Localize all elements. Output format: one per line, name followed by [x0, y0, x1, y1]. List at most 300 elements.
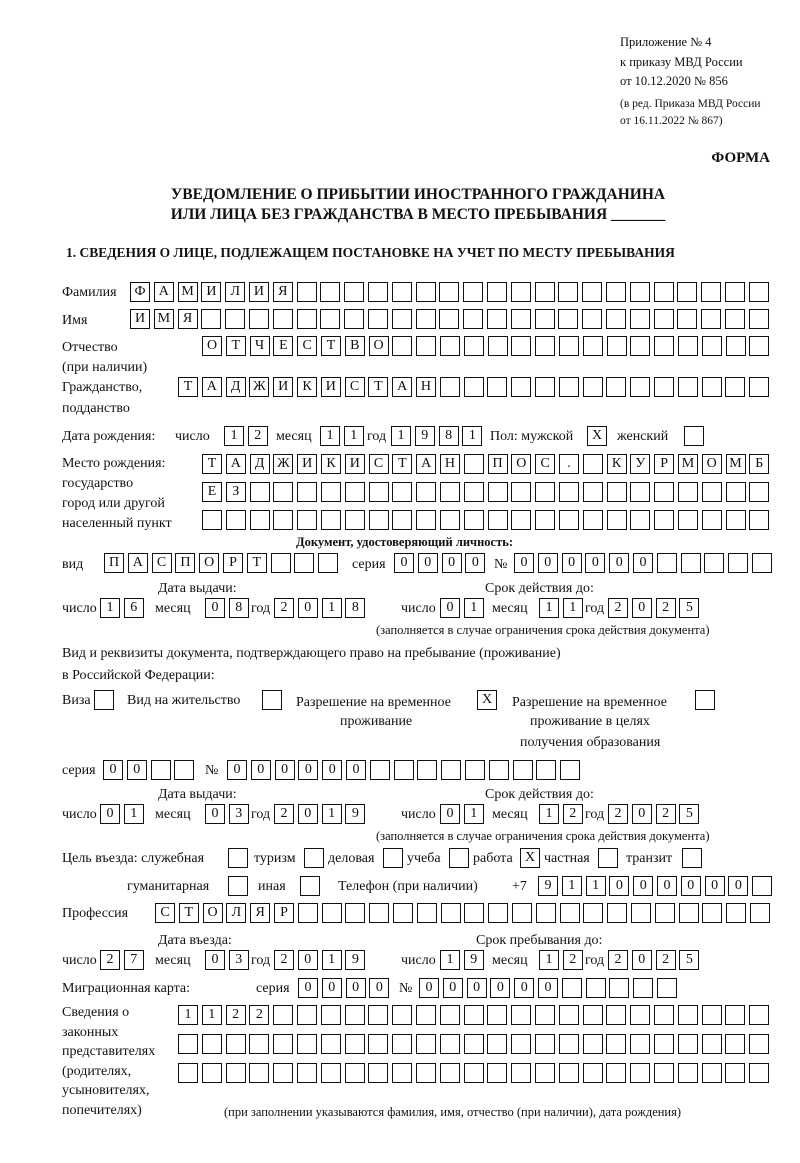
- char-box[interactable]: [440, 482, 460, 502]
- char-box[interactable]: 2: [274, 804, 294, 824]
- id-number-field[interactable]: [514, 553, 772, 573]
- char-box[interactable]: [392, 309, 412, 329]
- char-box[interactable]: [633, 978, 653, 998]
- char-box[interactable]: [487, 1005, 507, 1025]
- char-box[interactable]: 2: [608, 598, 628, 618]
- char-box[interactable]: М: [726, 454, 746, 474]
- char-box[interactable]: 2: [563, 950, 583, 970]
- char-box[interactable]: [297, 1034, 317, 1054]
- char-box[interactable]: [487, 377, 507, 397]
- char-box[interactable]: [583, 454, 603, 474]
- char-box[interactable]: 2: [656, 804, 676, 824]
- char-box[interactable]: А: [226, 454, 246, 474]
- char-box[interactable]: [392, 1034, 412, 1054]
- stay-until-day[interactable]: [440, 950, 484, 970]
- char-box[interactable]: Т: [392, 454, 412, 474]
- char-box[interactable]: 5: [679, 598, 699, 618]
- char-box[interactable]: [606, 282, 626, 302]
- char-box[interactable]: [297, 309, 317, 329]
- char-box[interactable]: [249, 1034, 269, 1054]
- char-box[interactable]: Р: [274, 903, 294, 923]
- char-box[interactable]: [654, 1005, 674, 1025]
- char-box[interactable]: [392, 336, 412, 356]
- char-box[interactable]: [416, 510, 436, 530]
- char-box[interactable]: [654, 1063, 674, 1083]
- char-box[interactable]: [558, 282, 578, 302]
- char-box[interactable]: [273, 482, 293, 502]
- char-box[interactable]: Л: [225, 282, 245, 302]
- char-box[interactable]: [178, 1063, 198, 1083]
- char-box[interactable]: [321, 510, 341, 530]
- char-box[interactable]: [536, 760, 556, 780]
- id-valid-year[interactable]: [608, 598, 699, 618]
- char-box[interactable]: [487, 282, 507, 302]
- char-box[interactable]: [321, 482, 341, 502]
- char-box[interactable]: 0: [251, 760, 271, 780]
- char-box[interactable]: [677, 282, 697, 302]
- char-box[interactable]: [464, 454, 484, 474]
- char-box[interactable]: П: [104, 553, 124, 573]
- char-box[interactable]: [606, 1063, 626, 1083]
- char-box[interactable]: [249, 309, 269, 329]
- char-box[interactable]: Т: [178, 377, 198, 397]
- char-box[interactable]: [583, 1063, 603, 1083]
- char-box[interactable]: О: [202, 336, 222, 356]
- char-box[interactable]: И: [345, 454, 365, 474]
- char-box[interactable]: [681, 553, 701, 573]
- char-box[interactable]: 0: [205, 950, 225, 970]
- char-box[interactable]: 1: [344, 426, 364, 446]
- char-box[interactable]: 2: [656, 950, 676, 970]
- char-box[interactable]: [392, 510, 412, 530]
- phone-field[interactable]: [538, 876, 772, 896]
- char-box[interactable]: [583, 1034, 603, 1054]
- char-box[interactable]: [702, 1063, 722, 1083]
- char-box[interactable]: 1: [100, 598, 120, 618]
- char-box[interactable]: [250, 482, 270, 502]
- char-box[interactable]: [464, 510, 484, 530]
- id-issue-year[interactable]: [274, 598, 365, 618]
- char-box[interactable]: 0: [632, 598, 652, 618]
- char-box[interactable]: Я: [273, 282, 293, 302]
- char-box[interactable]: [511, 1005, 531, 1025]
- char-box[interactable]: 0: [440, 804, 460, 824]
- char-box[interactable]: [583, 482, 603, 502]
- char-box[interactable]: [654, 377, 674, 397]
- char-box[interactable]: [322, 903, 342, 923]
- char-box[interactable]: [202, 1034, 222, 1054]
- char-box[interactable]: 0: [369, 978, 389, 998]
- sex-male-checkbox[interactable]: [587, 426, 607, 446]
- char-box[interactable]: С: [535, 454, 555, 474]
- char-box[interactable]: 0: [298, 598, 318, 618]
- checkbox-cell[interactable]: [684, 426, 704, 446]
- char-box[interactable]: М: [678, 454, 698, 474]
- char-box[interactable]: [654, 482, 674, 502]
- char-box[interactable]: [606, 1005, 626, 1025]
- purpose-humanitarian-checkbox[interactable]: [228, 876, 248, 896]
- char-box[interactable]: 1: [440, 950, 460, 970]
- char-box[interactable]: [657, 978, 677, 998]
- id-issue-month[interactable]: [205, 598, 249, 618]
- char-box[interactable]: [701, 282, 721, 302]
- char-box[interactable]: [417, 903, 437, 923]
- char-box[interactable]: [512, 903, 532, 923]
- char-box[interactable]: [607, 336, 627, 356]
- char-box[interactable]: [630, 309, 650, 329]
- char-box[interactable]: М: [178, 282, 198, 302]
- purpose-official-checkbox[interactable]: [228, 848, 248, 868]
- stay-valid-year[interactable]: [608, 804, 699, 824]
- char-box[interactable]: И: [130, 309, 150, 329]
- char-box[interactable]: [749, 336, 769, 356]
- char-box[interactable]: [513, 760, 533, 780]
- char-box[interactable]: Е: [273, 336, 293, 356]
- char-box[interactable]: 8: [439, 426, 459, 446]
- char-box[interactable]: [321, 1034, 341, 1054]
- checkbox-cell[interactable]: [300, 876, 320, 896]
- char-box[interactable]: 0: [585, 553, 605, 573]
- char-box[interactable]: 0: [298, 978, 318, 998]
- char-box[interactable]: [654, 510, 674, 530]
- char-box[interactable]: [750, 903, 770, 923]
- char-box[interactable]: С: [297, 336, 317, 356]
- char-box[interactable]: [726, 482, 746, 502]
- birthplace-field-3[interactable]: [202, 510, 769, 530]
- char-box[interactable]: [345, 482, 365, 502]
- char-box[interactable]: [726, 510, 746, 530]
- char-box[interactable]: Т: [321, 336, 341, 356]
- char-box[interactable]: 9: [345, 950, 365, 970]
- char-box[interactable]: [178, 1034, 198, 1054]
- char-box[interactable]: [630, 1063, 650, 1083]
- char-box[interactable]: 0: [657, 876, 677, 896]
- char-box[interactable]: 2: [608, 804, 628, 824]
- char-box[interactable]: [368, 282, 388, 302]
- char-box[interactable]: 0: [514, 978, 534, 998]
- char-box[interactable]: [630, 482, 650, 502]
- char-box[interactable]: [726, 903, 746, 923]
- char-box[interactable]: О: [369, 336, 389, 356]
- char-box[interactable]: Ч: [250, 336, 270, 356]
- char-box[interactable]: [345, 510, 365, 530]
- char-box[interactable]: [249, 1063, 269, 1083]
- char-box[interactable]: [273, 1034, 293, 1054]
- char-box[interactable]: 1: [320, 426, 340, 446]
- char-box[interactable]: 0: [705, 876, 725, 896]
- stay-number-field[interactable]: [227, 760, 580, 780]
- char-box[interactable]: 1: [539, 598, 559, 618]
- id-valid-day[interactable]: [440, 598, 484, 618]
- char-box[interactable]: [726, 336, 746, 356]
- char-box[interactable]: [678, 510, 698, 530]
- char-box[interactable]: 0: [322, 978, 342, 998]
- representatives-field-2[interactable]: [178, 1034, 769, 1054]
- char-box[interactable]: 1: [586, 876, 606, 896]
- char-box[interactable]: [559, 510, 579, 530]
- char-box[interactable]: [607, 510, 627, 530]
- char-box[interactable]: [488, 903, 508, 923]
- char-box[interactable]: [558, 309, 578, 329]
- char-box[interactable]: [752, 553, 772, 573]
- char-box[interactable]: [392, 1063, 412, 1083]
- char-box[interactable]: [582, 282, 602, 302]
- char-box[interactable]: [560, 760, 580, 780]
- char-box[interactable]: 8: [345, 598, 365, 618]
- char-box[interactable]: 0: [538, 553, 558, 573]
- char-box[interactable]: [440, 1063, 460, 1083]
- char-box[interactable]: О: [511, 454, 531, 474]
- char-box[interactable]: [273, 309, 293, 329]
- char-box[interactable]: [368, 1063, 388, 1083]
- char-box[interactable]: [225, 309, 245, 329]
- char-box[interactable]: 1: [322, 950, 342, 970]
- char-box[interactable]: О: [199, 553, 219, 573]
- char-box[interactable]: Р: [654, 454, 674, 474]
- char-box[interactable]: [464, 482, 484, 502]
- char-box[interactable]: [440, 1005, 460, 1025]
- char-box[interactable]: 0: [227, 760, 247, 780]
- char-box[interactable]: [416, 1034, 436, 1054]
- char-box[interactable]: 5: [679, 804, 699, 824]
- char-box[interactable]: [702, 1034, 722, 1054]
- char-box[interactable]: 0: [205, 804, 225, 824]
- char-box[interactable]: [583, 1005, 603, 1025]
- char-box[interactable]: 0: [609, 553, 629, 573]
- char-box[interactable]: 3: [229, 804, 249, 824]
- char-box[interactable]: 9: [345, 804, 365, 824]
- char-box[interactable]: Т: [202, 454, 222, 474]
- char-box[interactable]: [678, 482, 698, 502]
- char-box[interactable]: [511, 482, 531, 502]
- char-box[interactable]: [489, 760, 509, 780]
- char-box[interactable]: [465, 760, 485, 780]
- char-box[interactable]: [678, 1005, 698, 1025]
- char-box[interactable]: [559, 1034, 579, 1054]
- char-box[interactable]: Т: [179, 903, 199, 923]
- id-valid-month[interactable]: [539, 598, 583, 618]
- char-box[interactable]: Д: [226, 377, 246, 397]
- char-box[interactable]: У: [630, 454, 650, 474]
- stay-until-year[interactable]: [608, 950, 699, 970]
- char-box[interactable]: [345, 1034, 365, 1054]
- char-box[interactable]: [320, 282, 340, 302]
- char-box[interactable]: [174, 760, 194, 780]
- char-box[interactable]: [226, 1063, 246, 1083]
- char-box[interactable]: [725, 377, 745, 397]
- char-box[interactable]: [749, 510, 769, 530]
- stay-issue-month[interactable]: [205, 804, 249, 824]
- char-box[interactable]: А: [154, 282, 174, 302]
- char-box[interactable]: Н: [416, 377, 436, 397]
- birth-month-field[interactable]: [320, 426, 364, 446]
- char-box[interactable]: 0: [127, 760, 147, 780]
- char-box[interactable]: [677, 309, 697, 329]
- char-box[interactable]: 9: [464, 950, 484, 970]
- char-box[interactable]: [226, 1034, 246, 1054]
- char-box[interactable]: [752, 876, 772, 896]
- char-box[interactable]: 0: [609, 876, 629, 896]
- entry-day[interactable]: [100, 950, 144, 970]
- purpose-business-checkbox[interactable]: [383, 848, 403, 868]
- checkbox-cell[interactable]: [383, 848, 403, 868]
- char-box[interactable]: 0: [103, 760, 123, 780]
- char-box[interactable]: [535, 309, 555, 329]
- char-box[interactable]: [394, 760, 414, 780]
- char-box[interactable]: [201, 309, 221, 329]
- char-box[interactable]: [488, 510, 508, 530]
- char-box[interactable]: [678, 1063, 698, 1083]
- char-box[interactable]: [297, 282, 317, 302]
- checkbox-cell[interactable]: [228, 876, 248, 896]
- purpose-tourism-checkbox[interactable]: [304, 848, 324, 868]
- stay-until-month[interactable]: [539, 950, 583, 970]
- char-box[interactable]: [607, 903, 627, 923]
- char-box[interactable]: [273, 1063, 293, 1083]
- surname-field[interactable]: [130, 282, 769, 302]
- char-box[interactable]: 0: [298, 760, 318, 780]
- char-box[interactable]: Б: [749, 454, 769, 474]
- char-box[interactable]: 0: [465, 553, 485, 573]
- birth-year-field[interactable]: [391, 426, 482, 446]
- char-box[interactable]: [701, 309, 721, 329]
- char-box[interactable]: 0: [346, 978, 366, 998]
- id-kind-field[interactable]: [104, 553, 338, 573]
- representatives-field-3[interactable]: [178, 1063, 769, 1083]
- char-box[interactable]: О: [203, 903, 223, 923]
- char-box[interactable]: 0: [490, 978, 510, 998]
- checkbox-cell[interactable]: [682, 848, 702, 868]
- id-issue-day[interactable]: [100, 598, 144, 618]
- char-box[interactable]: 2: [226, 1005, 246, 1025]
- char-box[interactable]: [369, 903, 389, 923]
- char-box[interactable]: 2: [274, 598, 294, 618]
- char-box[interactable]: 6: [124, 598, 144, 618]
- checkbox-cell[interactable]: X: [477, 690, 497, 710]
- checkbox-cell[interactable]: [228, 848, 248, 868]
- id-series-field[interactable]: [394, 553, 485, 573]
- char-box[interactable]: [511, 309, 531, 329]
- char-box[interactable]: [416, 1063, 436, 1083]
- char-box[interactable]: [202, 1063, 222, 1083]
- char-box[interactable]: [511, 1034, 531, 1054]
- char-box[interactable]: [630, 510, 650, 530]
- char-box[interactable]: [440, 336, 460, 356]
- char-box[interactable]: [725, 1005, 745, 1025]
- char-box[interactable]: 1: [563, 598, 583, 618]
- char-box[interactable]: [630, 282, 650, 302]
- checkbox-cell[interactable]: X: [587, 426, 607, 446]
- char-box[interactable]: А: [128, 553, 148, 573]
- char-box[interactable]: [678, 1034, 698, 1054]
- char-box[interactable]: [369, 510, 389, 530]
- char-box[interactable]: 1: [178, 1005, 198, 1025]
- char-box[interactable]: [702, 336, 722, 356]
- char-box[interactable]: И: [297, 454, 317, 474]
- char-box[interactable]: [439, 309, 459, 329]
- birth-day-field[interactable]: [224, 426, 268, 446]
- char-box[interactable]: З: [226, 482, 246, 502]
- checkbox-cell[interactable]: [598, 848, 618, 868]
- char-box[interactable]: [440, 510, 460, 530]
- char-box[interactable]: 0: [298, 950, 318, 970]
- char-box[interactable]: [416, 282, 436, 302]
- char-box[interactable]: К: [297, 377, 317, 397]
- char-box[interactable]: [392, 1005, 412, 1025]
- char-box[interactable]: [464, 1034, 484, 1054]
- char-box[interactable]: Я: [250, 903, 270, 923]
- char-box[interactable]: П: [175, 553, 195, 573]
- char-box[interactable]: [725, 282, 745, 302]
- char-box[interactable]: [440, 377, 460, 397]
- char-box[interactable]: [202, 510, 222, 530]
- migration-series-field[interactable]: [298, 978, 389, 998]
- purpose-other-checkbox[interactable]: [300, 876, 320, 896]
- char-box[interactable]: 2: [248, 426, 268, 446]
- char-box[interactable]: [511, 282, 531, 302]
- char-box[interactable]: О: [702, 454, 722, 474]
- char-box[interactable]: [392, 282, 412, 302]
- entry-month[interactable]: [205, 950, 249, 970]
- purpose-study-checkbox[interactable]: [449, 848, 469, 868]
- char-box[interactable]: [416, 482, 436, 502]
- char-box[interactable]: [655, 903, 675, 923]
- char-box[interactable]: 0: [562, 553, 582, 573]
- char-box[interactable]: [630, 1005, 650, 1025]
- char-box[interactable]: Н: [440, 454, 460, 474]
- char-box[interactable]: [583, 336, 603, 356]
- char-box[interactable]: [441, 903, 461, 923]
- char-box[interactable]: [488, 336, 508, 356]
- char-box[interactable]: 0: [100, 804, 120, 824]
- stay-valid-day[interactable]: [440, 804, 484, 824]
- char-box[interactable]: [273, 510, 293, 530]
- char-box[interactable]: 2: [563, 804, 583, 824]
- char-box[interactable]: 0: [205, 598, 225, 618]
- char-box[interactable]: [464, 336, 484, 356]
- char-box[interactable]: С: [155, 903, 175, 923]
- representatives-field-1[interactable]: [178, 1005, 769, 1025]
- char-box[interactable]: 0: [514, 553, 534, 573]
- char-box[interactable]: 0: [440, 598, 460, 618]
- char-box[interactable]: [463, 309, 483, 329]
- char-box[interactable]: Ж: [249, 377, 269, 397]
- char-box[interactable]: 5: [679, 950, 699, 970]
- char-box[interactable]: [344, 309, 364, 329]
- char-box[interactable]: [151, 760, 171, 780]
- char-box[interactable]: 1: [464, 804, 484, 824]
- char-box[interactable]: [749, 377, 769, 397]
- char-box[interactable]: [607, 482, 627, 502]
- char-box[interactable]: 0: [633, 553, 653, 573]
- char-box[interactable]: [582, 309, 602, 329]
- char-box[interactable]: [511, 377, 531, 397]
- char-box[interactable]: [535, 1063, 555, 1083]
- char-box[interactable]: [344, 282, 364, 302]
- char-box[interactable]: [416, 309, 436, 329]
- char-box[interactable]: [321, 1063, 341, 1083]
- char-box[interactable]: К: [321, 454, 341, 474]
- char-box[interactable]: [294, 553, 314, 573]
- char-box[interactable]: Ж: [273, 454, 293, 474]
- char-box[interactable]: [725, 1034, 745, 1054]
- visa-checkbox[interactable]: [94, 690, 114, 710]
- entry-year[interactable]: [274, 950, 365, 970]
- char-box[interactable]: [535, 482, 555, 502]
- char-box[interactable]: 2: [100, 950, 120, 970]
- char-box[interactable]: [464, 377, 484, 397]
- char-box[interactable]: 0: [681, 876, 701, 896]
